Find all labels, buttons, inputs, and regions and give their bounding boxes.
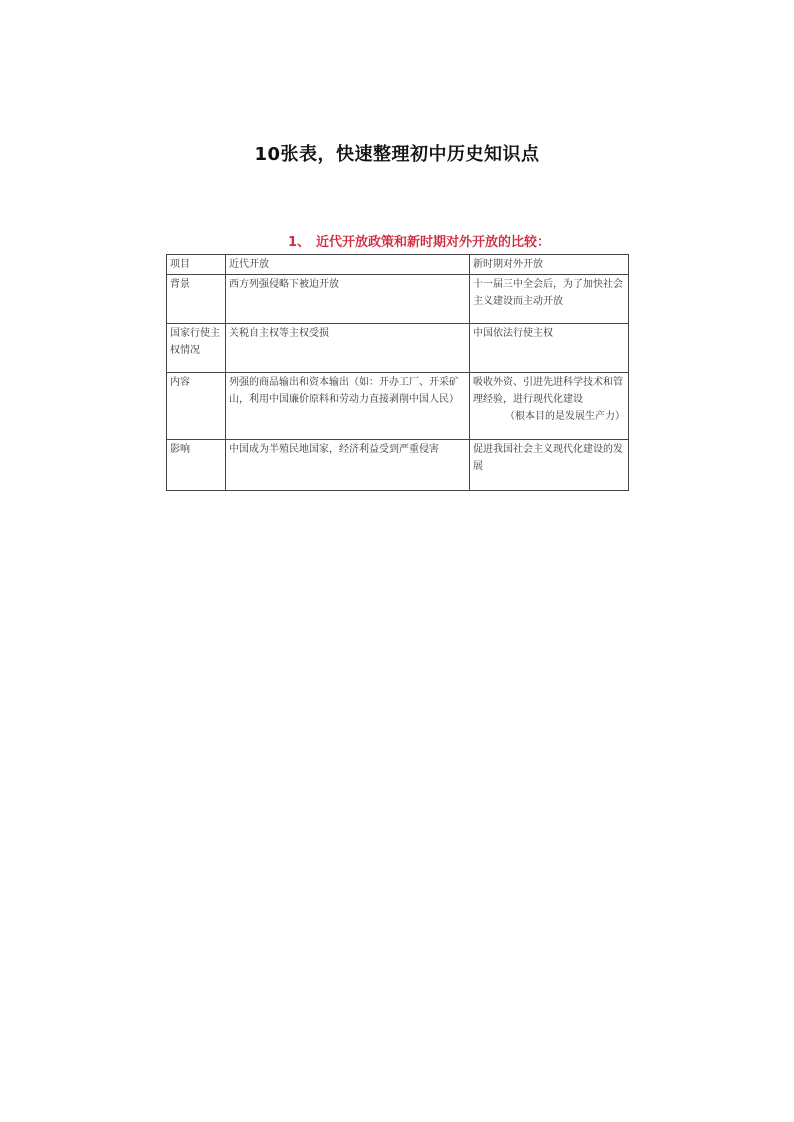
cell-new-era: 十一届三中全会后，为了加快社会主义建设而主动开放 [470,275,629,324]
cell-modern: 关税自主权等主权受损 [226,324,470,373]
section-number: 1、 [288,235,311,250]
table-row-impact [167,440,629,491]
header-modern-opening: 近代开放 [226,255,470,275]
cell-item: 背景 [167,275,226,324]
cell-modern: 中国成为半殖民地国家，经济利益受到严重侵害 [226,440,470,491]
cell-new-era-text: 吸收外资、引进先进科学技术和管理经验，进行现代化建设 [473,377,623,405]
cell-new-era: 促进我国社会主义现代化建设的发展 [470,440,629,491]
cell-new-era-note: （根本目的是发展生产力） [505,411,625,422]
cell-modern: 西方列强侵略下被迫开放 [226,275,470,324]
table-row-background [167,275,629,324]
cell-item: 影响 [167,440,226,491]
table-row-content [167,373,629,440]
section-heading [288,231,550,250]
comparison-table [166,254,629,491]
cell-item: 内容 [167,373,226,440]
table-row-sovereignty [167,324,629,373]
header-item: 项目 [167,255,226,275]
section-heading-text: 近代开放政策和新时期对外开放的比较： [316,235,551,250]
cell-modern: 列强的商品输出和资本输出（如：开办工厂、开采矿山，利用中国廉价原料和劳动力直接剥削中国人民） [226,373,470,440]
cell-new-era: 中国依法行使主权 [470,324,629,373]
cell-item: 国家行使主权情况 [167,324,226,373]
header-new-era-opening: 新时期对外开放 [470,255,629,275]
document-title: 10张表，快速整理初中历史知识点 [254,144,540,165]
cell-new-era [470,373,629,440]
table-header-row [167,255,629,275]
